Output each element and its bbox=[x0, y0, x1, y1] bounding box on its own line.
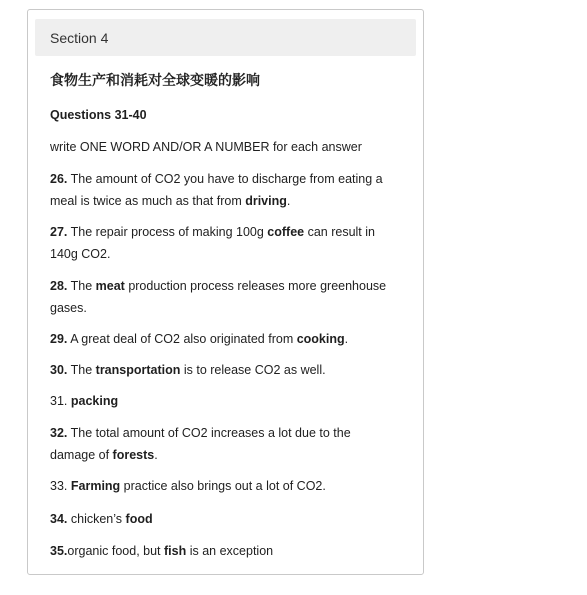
question-text: chicken’s bbox=[70, 512, 126, 526]
answer-keyword: driving bbox=[245, 194, 287, 208]
section-label: Section 4 bbox=[50, 29, 109, 46]
question-text: organic food, but bbox=[67, 544, 164, 558]
question-line bbox=[50, 297, 87, 319]
instruction-text: write ONE WORD AND/OR A NUMBER for each answer bbox=[50, 140, 362, 154]
question-line bbox=[50, 444, 158, 466]
answer-keyword: transportation bbox=[95, 363, 181, 377]
question-text: production process releases more greenhouse bbox=[124, 279, 387, 293]
question-line bbox=[50, 422, 351, 444]
question-number: 29. bbox=[50, 332, 68, 346]
question-number: 32. bbox=[50, 426, 68, 440]
question-text: is to release CO2 as well. bbox=[180, 363, 326, 377]
question-text: The total amount of CO2 increases a lot due to the bbox=[70, 426, 351, 440]
question-line bbox=[50, 328, 348, 350]
answer-keyword: fish bbox=[164, 544, 187, 558]
question-number: 35. bbox=[50, 544, 68, 558]
question-line bbox=[50, 475, 326, 497]
question-text: The bbox=[70, 279, 96, 293]
answer-keyword: food bbox=[125, 512, 153, 526]
answer-keyword: packing bbox=[70, 394, 119, 408]
answer-keyword: meat bbox=[95, 279, 125, 293]
question-text: gases. bbox=[50, 301, 87, 315]
questions-heading: Questions 31-40 bbox=[50, 108, 147, 122]
question-number: 33. bbox=[50, 479, 68, 493]
section-header bbox=[35, 19, 416, 56]
question-number: 30. bbox=[50, 363, 68, 377]
question-number: 27. bbox=[50, 225, 68, 239]
question-line bbox=[50, 508, 153, 530]
question-number: 34. bbox=[50, 512, 68, 526]
answer-keyword: coffee bbox=[267, 225, 305, 239]
question-text: The amount of CO2 you have to discharge from eating a bbox=[70, 172, 383, 186]
question-line bbox=[50, 168, 383, 190]
answer-keyword: cooking bbox=[296, 332, 345, 346]
question-text: . bbox=[286, 194, 291, 208]
question-line bbox=[50, 359, 326, 381]
question-text: The repair process of making 100g bbox=[70, 225, 268, 239]
question-line bbox=[50, 190, 290, 212]
question-card bbox=[27, 9, 424, 575]
question-text: 140g CO2. bbox=[50, 247, 111, 261]
question-number: 28. bbox=[50, 279, 68, 293]
question-line bbox=[50, 221, 375, 243]
question-text: practice also brings out a lot of CO2. bbox=[120, 479, 326, 493]
question-line bbox=[50, 540, 273, 562]
question-text: A great deal of CO2 also originated from bbox=[70, 332, 297, 346]
question-line bbox=[50, 390, 118, 412]
question-line bbox=[50, 243, 110, 265]
question-text: . bbox=[344, 332, 349, 346]
question-number: 26. bbox=[50, 172, 68, 186]
answer-keyword: forests bbox=[112, 448, 155, 462]
question-text: The bbox=[70, 363, 96, 377]
question-text: damage of bbox=[50, 448, 113, 462]
question-text: is an exception bbox=[186, 544, 274, 558]
question-text: . bbox=[154, 448, 158, 462]
page-title: 食物生产和消耗对全球变暖的影响 bbox=[50, 73, 260, 89]
question-text: meal is twice as much as that from bbox=[50, 194, 246, 208]
question-text: can result in bbox=[304, 225, 375, 239]
answer-keyword: Farming bbox=[70, 479, 121, 493]
question-number: 31. bbox=[50, 394, 68, 408]
question-line bbox=[50, 275, 386, 297]
